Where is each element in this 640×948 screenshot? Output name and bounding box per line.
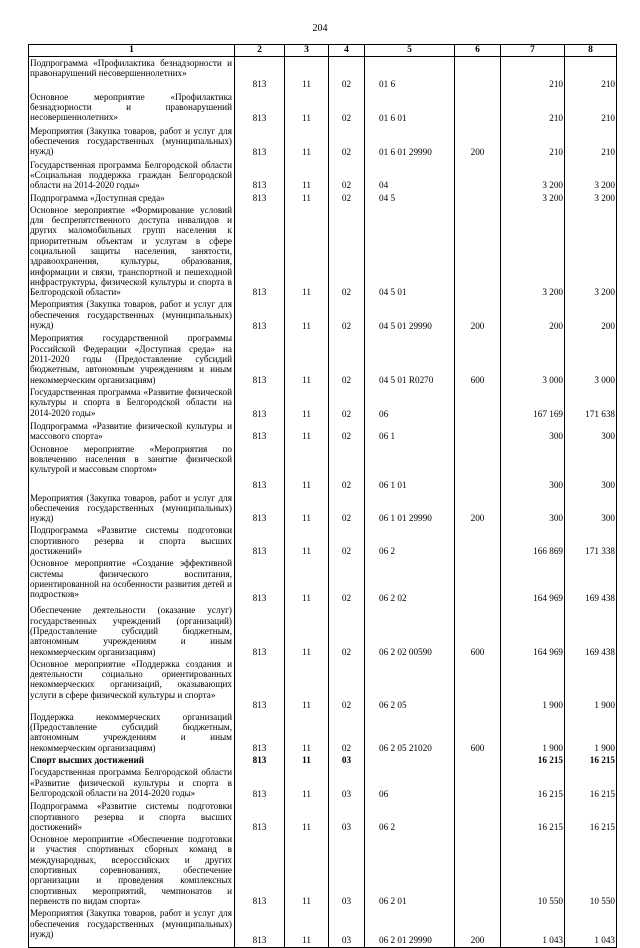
row-subsection: 02 — [329, 557, 365, 604]
row-amount-2: 16 215 — [565, 766, 617, 800]
row-subsection: 02 — [329, 192, 365, 204]
row-name: Мероприятия (Закупка товаров, работ и услуг для обеспечения государственных (муниципальных) нужд) — [29, 907, 235, 947]
row-amount-1: 300 — [501, 492, 565, 525]
row-expense-type — [455, 420, 501, 443]
header-cell-amount-2: 8 — [565, 45, 617, 57]
row-subsection: 03 — [329, 766, 365, 800]
row-amount-1: 16 215 — [501, 766, 565, 800]
row-article: 04 5 01 — [365, 204, 455, 299]
row-section: 11 — [285, 754, 329, 766]
row-subsection: 02 — [329, 420, 365, 443]
row-expense-type: 600 — [455, 604, 501, 657]
row-name: Основное мероприятие «Создание эффективной системы физического воспитания, ориентированной на особенности развития детей и подростков» — [29, 557, 235, 604]
row-article: 06 2 — [365, 800, 455, 833]
header-cell-article: 5 — [365, 45, 455, 57]
row-subsection: 02 — [329, 443, 365, 492]
row-article: 06 2 05 — [365, 658, 455, 711]
row-code: 813 — [235, 800, 285, 833]
row-subsection: 02 — [329, 204, 365, 299]
row-article — [365, 754, 455, 766]
row-amount-2: 210 — [565, 91, 617, 125]
row-code: 813 — [235, 443, 285, 492]
row-amount-2: 200 — [565, 298, 617, 332]
row-subsection: 02 — [329, 125, 365, 159]
table-row — [29, 332, 617, 385]
table-row — [29, 192, 617, 204]
header-cell-expense-type: 6 — [455, 45, 501, 57]
row-code: 813 — [235, 492, 285, 525]
row-subsection: 03 — [329, 754, 365, 766]
row-expense-type — [455, 192, 501, 204]
row-article: 06 2 02 — [365, 557, 455, 604]
table-row — [29, 57, 617, 91]
row-amount-1: 1 043 — [501, 907, 565, 947]
row-amount-2: 3 200 — [565, 192, 617, 204]
table-row — [29, 557, 617, 604]
row-expense-type — [455, 754, 501, 766]
row-code: 813 — [235, 125, 285, 159]
row-section: 11 — [285, 204, 329, 299]
row-amount-1: 3 000 — [501, 332, 565, 385]
row-expense-type — [455, 524, 501, 557]
row-amount-1: 164 969 — [501, 604, 565, 657]
row-amount-1: 210 — [501, 91, 565, 125]
row-section: 11 — [285, 57, 329, 91]
row-amount-2: 3 200 — [565, 159, 617, 192]
row-subsection: 03 — [329, 907, 365, 947]
row-section: 11 — [285, 833, 329, 907]
row-code: 813 — [235, 907, 285, 947]
row-article: 06 1 — [365, 420, 455, 443]
row-name: Основное мероприятие «Мероприятия по вовлечению населения в занятие физической культурой и массовым спортом» — [29, 443, 235, 492]
row-name: Спорт высших достижений — [29, 754, 235, 766]
row-code: 813 — [235, 766, 285, 800]
header-cell-subsection: 4 — [329, 45, 365, 57]
table-row — [29, 604, 617, 657]
row-article: 06 2 — [365, 524, 455, 557]
row-article: 06 — [365, 386, 455, 420]
row-article: 06 1 01 29990 — [365, 492, 455, 525]
row-amount-1: 166 869 — [501, 524, 565, 557]
row-name: Мероприятия (Закупка товаров, работ и услуг для обеспечения государственных (муниципальных) нужд) — [29, 298, 235, 332]
row-name: Подпрограмма «Доступная среда» — [29, 192, 235, 204]
row-code: 813 — [235, 420, 285, 443]
row-amount-1: 167 169 — [501, 386, 565, 420]
row-expense-type: 200 — [455, 298, 501, 332]
row-code: 813 — [235, 298, 285, 332]
row-subsection: 02 — [329, 332, 365, 385]
row-code: 813 — [235, 204, 285, 299]
row-subsection: 02 — [329, 711, 365, 754]
row-amount-2: 210 — [565, 57, 617, 91]
header-cell-name: 1 — [29, 45, 235, 57]
row-name: Основное мероприятие «Профилактика безнадзорности и правонарушений несовершеннолетних» — [29, 91, 235, 125]
row-expense-type — [455, 557, 501, 604]
row-article: 04 5 01 29990 — [365, 298, 455, 332]
row-article: 06 2 01 — [365, 833, 455, 907]
row-article: 06 2 01 29990 — [365, 907, 455, 947]
row-expense-type: 200 — [455, 907, 501, 947]
row-amount-2: 171 638 — [565, 386, 617, 420]
row-article: 06 1 01 — [365, 443, 455, 492]
row-subsection: 03 — [329, 800, 365, 833]
table-row — [29, 91, 617, 125]
row-expense-type: 200 — [455, 492, 501, 525]
row-section: 11 — [285, 386, 329, 420]
row-amount-1: 16 215 — [501, 800, 565, 833]
header-cell-code: 2 — [235, 45, 285, 57]
row-amount-2: 10 550 — [565, 833, 617, 907]
row-expense-type — [455, 833, 501, 907]
row-section: 11 — [285, 159, 329, 192]
row-amount-2: 16 215 — [565, 800, 617, 833]
row-name: Мероприятия государственной программы Российской Федерации «Доступная среда» на 2011-2020 годы (Предоставление субсидий бюджетным, автономным учреждениям и иным некоммерческим организациям) — [29, 332, 235, 385]
row-code: 813 — [235, 91, 285, 125]
row-section: 11 — [285, 332, 329, 385]
row-name: Обеспечение деятельности (оказание услуг) государственных учреждений (организаций) (Предоставление субсидий бюджетным, автономным учреждениям и иным некоммерческим организациям) — [29, 604, 235, 657]
row-expense-type — [455, 57, 501, 91]
row-article: 01 6 — [365, 57, 455, 91]
row-expense-type — [455, 800, 501, 833]
row-expense-type — [455, 159, 501, 192]
row-amount-2: 1 043 — [565, 907, 617, 947]
table-row — [29, 492, 617, 525]
row-expense-type — [455, 386, 501, 420]
row-amount-2: 300 — [565, 420, 617, 443]
row-code: 813 — [235, 754, 285, 766]
row-name: Подпрограмма «Развитие системы подготовки спортивного резерва и спорта высших достижений» — [29, 800, 235, 833]
row-section: 11 — [285, 492, 329, 525]
row-amount-1: 300 — [501, 420, 565, 443]
row-section: 11 — [285, 907, 329, 947]
row-article: 04 5 — [365, 192, 455, 204]
row-section: 11 — [285, 192, 329, 204]
row-amount-1: 200 — [501, 298, 565, 332]
row-name: Основное мероприятие «Обеспечение подготовки и участия спортивных сборных команд в международных, всероссийских и других спортивных соревнованиях, обеспечение организации и проведения комплексных спортивных мероприятий, чемпионатов и первенств по видам спорта» — [29, 833, 235, 907]
row-code: 813 — [235, 192, 285, 204]
row-subsection: 02 — [329, 524, 365, 557]
row-code: 813 — [235, 524, 285, 557]
row-expense-type: 600 — [455, 332, 501, 385]
row-name: Мероприятия (Закупка товаров, работ и услуг для обеспечения государственных (муниципальных) нужд) — [29, 492, 235, 525]
row-amount-1: 10 550 — [501, 833, 565, 907]
row-code: 813 — [235, 833, 285, 907]
table-row — [29, 833, 617, 907]
row-expense-type — [455, 91, 501, 125]
row-article: 04 5 01 R0270 — [365, 332, 455, 385]
row-subsection: 02 — [329, 604, 365, 657]
row-article: 01 6 01 — [365, 91, 455, 125]
row-code: 813 — [235, 332, 285, 385]
table-row — [29, 420, 617, 443]
row-amount-1: 210 — [501, 57, 565, 91]
row-amount-2: 171 338 — [565, 524, 617, 557]
row-section: 11 — [285, 800, 329, 833]
row-amount-1: 210 — [501, 125, 565, 159]
row-subsection: 02 — [329, 159, 365, 192]
row-amount-1: 16 215 — [501, 754, 565, 766]
row-amount-2: 3 200 — [565, 204, 617, 299]
row-article: 06 — [365, 766, 455, 800]
row-subsection: 02 — [329, 386, 365, 420]
row-section: 11 — [285, 658, 329, 711]
table-body — [29, 57, 617, 948]
row-amount-1: 3 200 — [501, 192, 565, 204]
row-amount-2: 3 000 — [565, 332, 617, 385]
row-section: 11 — [285, 125, 329, 159]
row-amount-2: 210 — [565, 125, 617, 159]
row-code: 813 — [235, 658, 285, 711]
header-cell-section: 3 — [285, 45, 329, 57]
row-expense-type — [455, 766, 501, 800]
row-name: Государственная программа Белгородской области «Развитие физической культуры и спорта в Белгородской области на 2014-2020 годы» — [29, 766, 235, 800]
row-subsection: 02 — [329, 91, 365, 125]
row-article: 04 — [365, 159, 455, 192]
row-section: 11 — [285, 711, 329, 754]
row-name: Поддержка некоммерческих организаций (Предоставление субсидий бюджетным, автономным учреждениям и иным некоммерческим организациям) — [29, 711, 235, 754]
row-name: Основное мероприятие «Поддержка создания и деятельности социально ориентированных некоммерческих организаций, оказывающих услуги в сфере физической культуры и спорта» — [29, 658, 235, 711]
row-section: 11 — [285, 298, 329, 332]
row-name: Государственная программа «Развитие физической культуры и спорта в Белгородской области на 2014-2020 годы» — [29, 386, 235, 420]
row-article: 06 2 05 21020 — [365, 711, 455, 754]
budget-table — [28, 44, 617, 948]
row-section: 11 — [285, 524, 329, 557]
row-name: Государственная программа Белгородской области «Социальная поддержка граждан Белгородской области на 2014-2020 годы» — [29, 159, 235, 192]
row-code: 813 — [235, 386, 285, 420]
page-number: 204 — [312, 23, 328, 34]
header-row — [29, 45, 617, 57]
row-section: 11 — [285, 420, 329, 443]
row-amount-1: 300 — [501, 443, 565, 492]
row-code: 813 — [235, 711, 285, 754]
row-amount-1: 3 200 — [501, 159, 565, 192]
row-section: 11 — [285, 91, 329, 125]
table-row — [29, 524, 617, 557]
row-subsection: 02 — [329, 492, 365, 525]
row-expense-type — [455, 658, 501, 711]
row-amount-2: 300 — [565, 492, 617, 525]
table-row — [29, 754, 617, 766]
row-amount-1: 164 969 — [501, 557, 565, 604]
row-name: Подпрограмма «Развитие системы подготовки спортивного резерва и спорта высших достижений» — [29, 524, 235, 557]
table-row — [29, 907, 617, 947]
row-amount-1: 1 900 — [501, 658, 565, 711]
row-section: 11 — [285, 443, 329, 492]
row-amount-1: 3 200 — [501, 204, 565, 299]
row-amount-2: 300 — [565, 443, 617, 492]
table-row — [29, 204, 617, 299]
row-amount-2: 169 438 — [565, 557, 617, 604]
row-amount-2: 1 900 — [565, 711, 617, 754]
row-name: Мероприятия (Закупка товаров, работ и услуг для обеспечения государственных (муниципальных) нужд) — [29, 125, 235, 159]
row-amount-2: 169 438 — [565, 604, 617, 657]
row-code: 813 — [235, 57, 285, 91]
table-row — [29, 443, 617, 492]
row-amount-2: 16 215 — [565, 754, 617, 766]
row-expense-type: 200 — [455, 125, 501, 159]
table-row — [29, 711, 617, 754]
header-cell-amount-1: 7 — [501, 45, 565, 57]
row-amount-2: 1 900 — [565, 658, 617, 711]
row-subsection: 02 — [329, 57, 365, 91]
row-section: 11 — [285, 557, 329, 604]
table-row — [29, 298, 617, 332]
row-code: 813 — [235, 557, 285, 604]
table-row — [29, 125, 617, 159]
table-row — [29, 386, 617, 420]
row-code: 813 — [235, 604, 285, 657]
row-code: 813 — [235, 159, 285, 192]
row-expense-type — [455, 204, 501, 299]
table-row — [29, 658, 617, 711]
row-section: 11 — [285, 766, 329, 800]
table-row — [29, 766, 617, 800]
row-name: Подпрограмма «Развитие физической культуры и массового спорта» — [29, 420, 235, 443]
row-article: 06 2 02 00590 — [365, 604, 455, 657]
row-expense-type: 600 — [455, 711, 501, 754]
row-subsection: 02 — [329, 658, 365, 711]
row-name: Основное мероприятие «Формирование условий для беспрепятственного доступа инвалидов и других маломобильных групп населения к приоритетным объектам и услугам в сфере социальной защиты населения, занятости, здравоохранения, культуры, образования, информации и связи, транспортной и пешеходной инфраструктуры, физической культуры и спорта в Белгородской области» — [29, 204, 235, 299]
row-amount-1: 1 900 — [501, 711, 565, 754]
table-row — [29, 800, 617, 833]
row-name: Подпрограмма «Профилактика безнадзорности и правонарушений несовершеннолетних» — [29, 57, 235, 91]
row-article: 01 6 01 29990 — [365, 125, 455, 159]
row-section: 11 — [285, 604, 329, 657]
row-expense-type — [455, 443, 501, 492]
table-row — [29, 159, 617, 192]
row-subsection: 03 — [329, 833, 365, 907]
row-subsection: 02 — [329, 298, 365, 332]
